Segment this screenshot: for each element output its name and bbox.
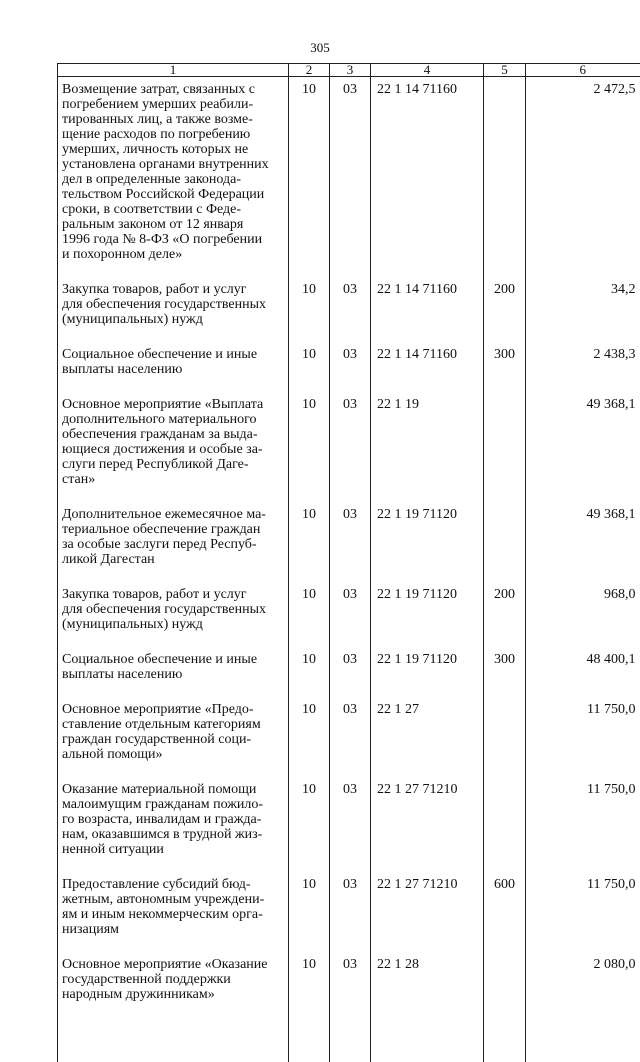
amount: 968,0 bbox=[526, 587, 640, 652]
description-line: териальное обеспечение граждан bbox=[62, 522, 284, 537]
description-line: Дополнительное ежемесячное ма- bbox=[62, 507, 284, 522]
expense-type-code: 200 bbox=[484, 282, 526, 347]
description-line: дел в определенные законода- bbox=[62, 172, 284, 187]
section-code: 10 bbox=[289, 507, 330, 587]
row-description bbox=[58, 347, 289, 397]
section-code: 10 bbox=[289, 782, 330, 877]
amount: 11 750,0 bbox=[526, 877, 640, 957]
description-line: Закупка товаров, работ и услуг bbox=[62, 587, 284, 602]
row-description bbox=[58, 702, 289, 782]
description-line: Социальное обеспечение и иные bbox=[62, 652, 284, 667]
target-article-code: 22 1 19 bbox=[371, 397, 484, 507]
column-header-3: 3 bbox=[330, 64, 371, 77]
description-line: (муниципальных) нужд bbox=[62, 617, 284, 632]
amount: 2 438,3 bbox=[526, 347, 640, 397]
row-description bbox=[58, 957, 289, 1062]
table-row bbox=[58, 877, 640, 957]
table-row bbox=[58, 957, 640, 1062]
description-line: стан» bbox=[62, 472, 284, 487]
expense-type-code: 200 bbox=[484, 587, 526, 652]
description-line: Основное мероприятие «Оказание bbox=[62, 957, 284, 972]
target-article-code: 22 1 19 71120 bbox=[371, 507, 484, 587]
description-line: граждан государственной соци- bbox=[62, 732, 284, 747]
description-line: Возмещение затрат, связанных с bbox=[62, 82, 284, 97]
section-code: 10 bbox=[289, 282, 330, 347]
description-line: Социальное обеспечение и иные bbox=[62, 347, 284, 362]
target-article-code: 22 1 14 71160 bbox=[371, 347, 484, 397]
subsection-code: 03 bbox=[330, 957, 371, 1062]
subsection-code: 03 bbox=[330, 347, 371, 397]
column-header-6: 6 bbox=[526, 64, 640, 77]
section-code: 10 bbox=[289, 957, 330, 1062]
description-line: ям и иным некоммерческим орга- bbox=[62, 907, 284, 922]
description-line: государственной поддержки bbox=[62, 972, 284, 987]
amount: 2 080,0 bbox=[526, 957, 640, 1062]
description-line: щение расходов по погребению bbox=[62, 127, 284, 142]
target-article-code: 22 1 27 bbox=[371, 702, 484, 782]
expense-type-code: 600 bbox=[484, 877, 526, 957]
description-line: ющиеся достижения и особые за- bbox=[62, 442, 284, 457]
column-header-1: 1 bbox=[58, 64, 289, 77]
subsection-code: 03 bbox=[330, 282, 371, 347]
description-line: тированных лиц, а также возме- bbox=[62, 112, 284, 127]
row-description bbox=[58, 877, 289, 957]
section-code: 10 bbox=[289, 397, 330, 507]
expense-type-code bbox=[484, 77, 526, 283]
subsection-code: 03 bbox=[330, 77, 371, 283]
description-line: обеспечения гражданам за выда- bbox=[62, 427, 284, 442]
section-code: 10 bbox=[289, 702, 330, 782]
section-code: 10 bbox=[289, 652, 330, 702]
subsection-code: 03 bbox=[330, 782, 371, 877]
table-row bbox=[58, 782, 640, 877]
table-row bbox=[58, 507, 640, 587]
page-number: 305 bbox=[0, 40, 640, 56]
description-line: дополнительного материального bbox=[62, 412, 284, 427]
target-article-code: 22 1 19 71120 bbox=[371, 652, 484, 702]
row-description bbox=[58, 77, 289, 283]
description-line: 1996 года № 8-ФЗ «О погребении bbox=[62, 232, 284, 247]
table-row bbox=[58, 587, 640, 652]
description-line: для обеспечения государственных bbox=[62, 602, 284, 617]
description-line: жетным, автономным учреждени- bbox=[62, 892, 284, 907]
description-line: слуги перед Республикой Даге- bbox=[62, 457, 284, 472]
description-line: и похоронном деле» bbox=[62, 247, 284, 262]
description-line: Основное мероприятие «Предо- bbox=[62, 702, 284, 717]
description-line: за особые заслуги перед Респуб- bbox=[62, 537, 284, 552]
table-row bbox=[58, 652, 640, 702]
description-line: установлена органами внутренних bbox=[62, 157, 284, 172]
amount: 11 750,0 bbox=[526, 702, 640, 782]
column-header-2: 2 bbox=[289, 64, 330, 77]
amount: 11 750,0 bbox=[526, 782, 640, 877]
target-article-code: 22 1 14 71160 bbox=[371, 282, 484, 347]
row-description bbox=[58, 587, 289, 652]
description-line: выплаты населению bbox=[62, 667, 284, 682]
target-article-code: 22 1 27 71210 bbox=[371, 877, 484, 957]
section-code: 10 bbox=[289, 77, 330, 283]
description-line: альной помощи» bbox=[62, 747, 284, 762]
subsection-code: 03 bbox=[330, 397, 371, 507]
amount: 34,2 bbox=[526, 282, 640, 347]
table-body bbox=[58, 77, 640, 1062]
subsection-code: 03 bbox=[330, 702, 371, 782]
section-code: 10 bbox=[289, 347, 330, 397]
description-line: погребением умерших реабили- bbox=[62, 97, 284, 112]
amount: 49 368,1 bbox=[526, 397, 640, 507]
description-line: тельством Российской Федерации bbox=[62, 187, 284, 202]
description-line: Оказание материальной помощи bbox=[62, 782, 284, 797]
expense-type-code: 300 bbox=[484, 652, 526, 702]
section-code: 10 bbox=[289, 877, 330, 957]
amount: 49 368,1 bbox=[526, 507, 640, 587]
table-row bbox=[58, 282, 640, 347]
description-line: нам, оказавшимся в трудной жиз- bbox=[62, 827, 284, 842]
subsection-code: 03 bbox=[330, 587, 371, 652]
expense-type-code bbox=[484, 507, 526, 587]
row-description bbox=[58, 652, 289, 702]
description-line: (муниципальных) нужд bbox=[62, 312, 284, 327]
subsection-code: 03 bbox=[330, 507, 371, 587]
row-description bbox=[58, 397, 289, 507]
description-line: Основное мероприятие «Выплата bbox=[62, 397, 284, 412]
description-line: ликой Дагестан bbox=[62, 552, 284, 567]
expense-type-code bbox=[484, 397, 526, 507]
expense-type-code bbox=[484, 782, 526, 877]
target-article-code: 22 1 28 bbox=[371, 957, 484, 1062]
description-line: го возраста, инвалидам и гражда- bbox=[62, 812, 284, 827]
expense-type-code bbox=[484, 957, 526, 1062]
description-line: низациям bbox=[62, 922, 284, 937]
row-description bbox=[58, 782, 289, 877]
row-description bbox=[58, 282, 289, 347]
description-line: ральным законом от 12 января bbox=[62, 217, 284, 232]
description-line: ставление отдельным категориям bbox=[62, 717, 284, 732]
description-line: выплаты населению bbox=[62, 362, 284, 377]
description-line: для обеспечения государственных bbox=[62, 297, 284, 312]
target-article-code: 22 1 14 71160 bbox=[371, 77, 484, 283]
column-header-5: 5 bbox=[484, 64, 526, 77]
description-line: умерших, личность которых не bbox=[62, 142, 284, 157]
row-description bbox=[58, 507, 289, 587]
budget-table bbox=[57, 63, 640, 1062]
expense-type-code: 300 bbox=[484, 347, 526, 397]
description-line: Предоставление субсидий бюд- bbox=[62, 877, 284, 892]
expense-type-code bbox=[484, 702, 526, 782]
description-line: ненной ситуации bbox=[62, 842, 284, 857]
amount: 48 400,1 bbox=[526, 652, 640, 702]
table-row bbox=[58, 702, 640, 782]
table-row bbox=[58, 77, 640, 283]
subsection-code: 03 bbox=[330, 652, 371, 702]
description-line: Закупка товаров, работ и услуг bbox=[62, 282, 284, 297]
subsection-code: 03 bbox=[330, 877, 371, 957]
description-line: народным дружинникам» bbox=[62, 987, 284, 1002]
target-article-code: 22 1 19 71120 bbox=[371, 587, 484, 652]
amount: 2 472,5 bbox=[526, 77, 640, 283]
description-line: сроки, в соответствии с Феде- bbox=[62, 202, 284, 217]
table-row bbox=[58, 347, 640, 397]
column-header-4: 4 bbox=[371, 64, 484, 77]
target-article-code: 22 1 27 71210 bbox=[371, 782, 484, 877]
table-row bbox=[58, 397, 640, 507]
description-line: малоимущим гражданам пожило- bbox=[62, 797, 284, 812]
section-code: 10 bbox=[289, 587, 330, 652]
table-header-row bbox=[58, 64, 640, 77]
